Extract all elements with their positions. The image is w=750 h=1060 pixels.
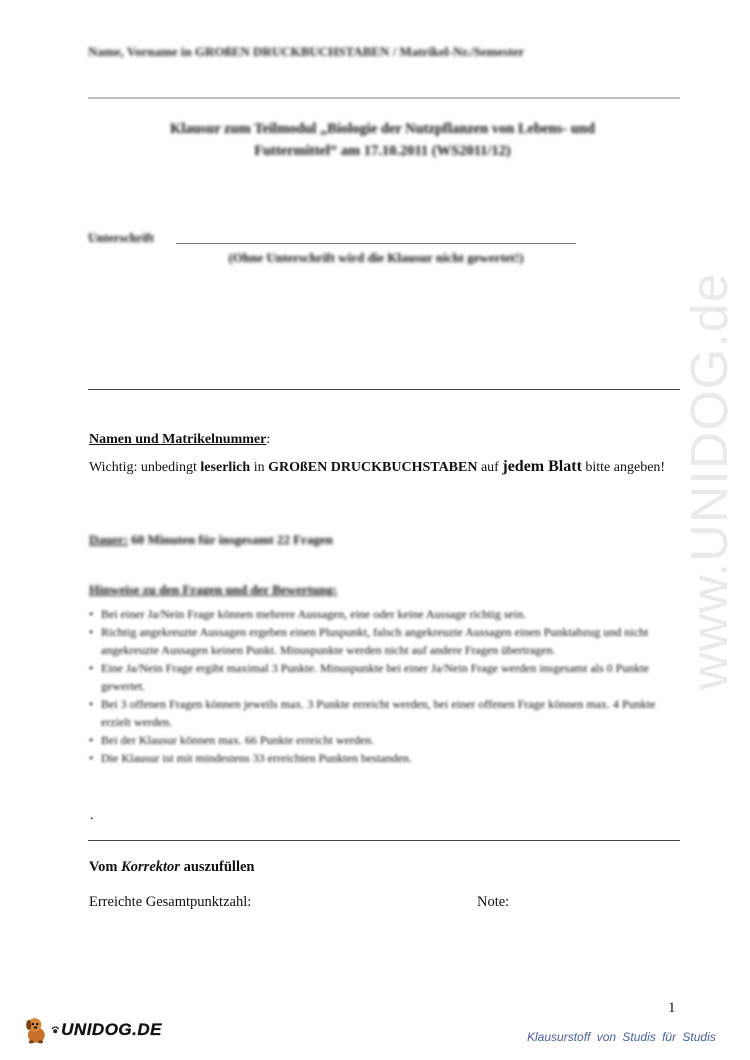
slogan-text: Klausurstoff von Studis für Studis xyxy=(527,1030,716,1044)
wichtig-mid: in xyxy=(250,460,269,475)
total-points-label: Erreichte Gesamtpunktzahl: xyxy=(89,894,252,910)
duration-text xyxy=(89,532,333,548)
hint-item: • Richtig angekreuzte Aussagen ergeben einen Pluspunkt, falsch angekreuzte Aussagen einen Punktabzug und nicht angekreuzte Aussagen keinen Punkt. Minuspunkte werden nicht auf andere Fragen übertragen. xyxy=(89,623,669,659)
signature-line[interactable] xyxy=(176,243,576,244)
section-divider-bottom xyxy=(88,840,680,841)
duration-label: Dauer: xyxy=(89,532,128,547)
exam-title-line1: Klausur zum Teilmodul „Biologie der Nutzpflanzen von Lebens- und xyxy=(170,121,595,137)
wichtig-post: bitte angeben! xyxy=(581,460,666,475)
wichtig-text xyxy=(89,457,669,477)
names-heading xyxy=(89,432,270,448)
exam-title xyxy=(95,118,670,162)
wichtig-blatt: jedem Blatt xyxy=(502,458,582,475)
logo-text: UNIDOG.DE xyxy=(61,1020,162,1039)
header-divider xyxy=(88,97,680,99)
signature-label: Unterschrift xyxy=(88,231,154,245)
hints-heading: Hinweise zu den Fragen und der Bewertung: xyxy=(89,582,338,597)
korrektor-post: auszufüllen xyxy=(179,859,255,875)
hint-item: • Bei der Klausur können max. 66 Punkte erreicht werden. xyxy=(89,731,669,749)
names-colon: : xyxy=(266,432,271,447)
korrektor-pre: Vom xyxy=(89,859,122,875)
korrektor-italic: Korrektor xyxy=(121,859,180,875)
hint-item: • Bei 3 offenen Fragen können jeweils max. 3 Punkte erreicht werden, bei einer offenen Frage können max. 4 Punkte erzielt werden. xyxy=(89,695,669,731)
hint-item: • Die Klausur ist mit mindestens 33 erreichten Punkten bestanden. xyxy=(89,749,669,767)
page-number: 1 xyxy=(668,1000,676,1016)
signature-note: (Ohne Unterschrift wird die Klausur nicht gewertet!) xyxy=(228,250,524,265)
wichtig-leserlich: leserlich xyxy=(200,460,251,475)
header-text: Name, Vorname in GROßEN DRUCKBUCHSTABEN / Matrikel-Nr./Semester xyxy=(88,44,525,59)
wichtig-auf: auf xyxy=(477,460,503,475)
section-divider-top xyxy=(88,389,680,390)
grade-label: Note: xyxy=(477,894,510,910)
hint-item: • Eine Ja/Nein Frage ergibt maximal 3 Punkte. Minuspunkte bei einer Ja/Nein Frage werden insgesamt als 0 Punkte gewertet. xyxy=(89,659,669,695)
stray-dot: . xyxy=(90,808,94,823)
wichtig-caps: GROßEN DRUCKBUCHSTABEN xyxy=(268,460,478,475)
korrektor-heading xyxy=(89,859,254,876)
hints-list xyxy=(89,605,669,767)
duration-value: 60 Minuten für insgesamt 22 Fragen xyxy=(128,532,333,547)
unidog-logo[interactable] xyxy=(22,1012,162,1048)
watermark-text: www.UNIDOG.de xyxy=(681,272,739,690)
hint-item: • Bei einer Ja/Nein Frage können mehrere Aussagen, eine oder keine Aussage richtig sein. xyxy=(89,605,669,623)
names-label: Namen und Matrikelnummer xyxy=(89,432,267,447)
wichtig-pre: Wichtig: unbedingt xyxy=(89,460,201,475)
dog-icon xyxy=(22,1012,51,1048)
exam-title-line2: Futtermittel“ am 17.10.2011 (WS2011/12) xyxy=(254,143,511,159)
paw-icon xyxy=(51,1025,59,1035)
